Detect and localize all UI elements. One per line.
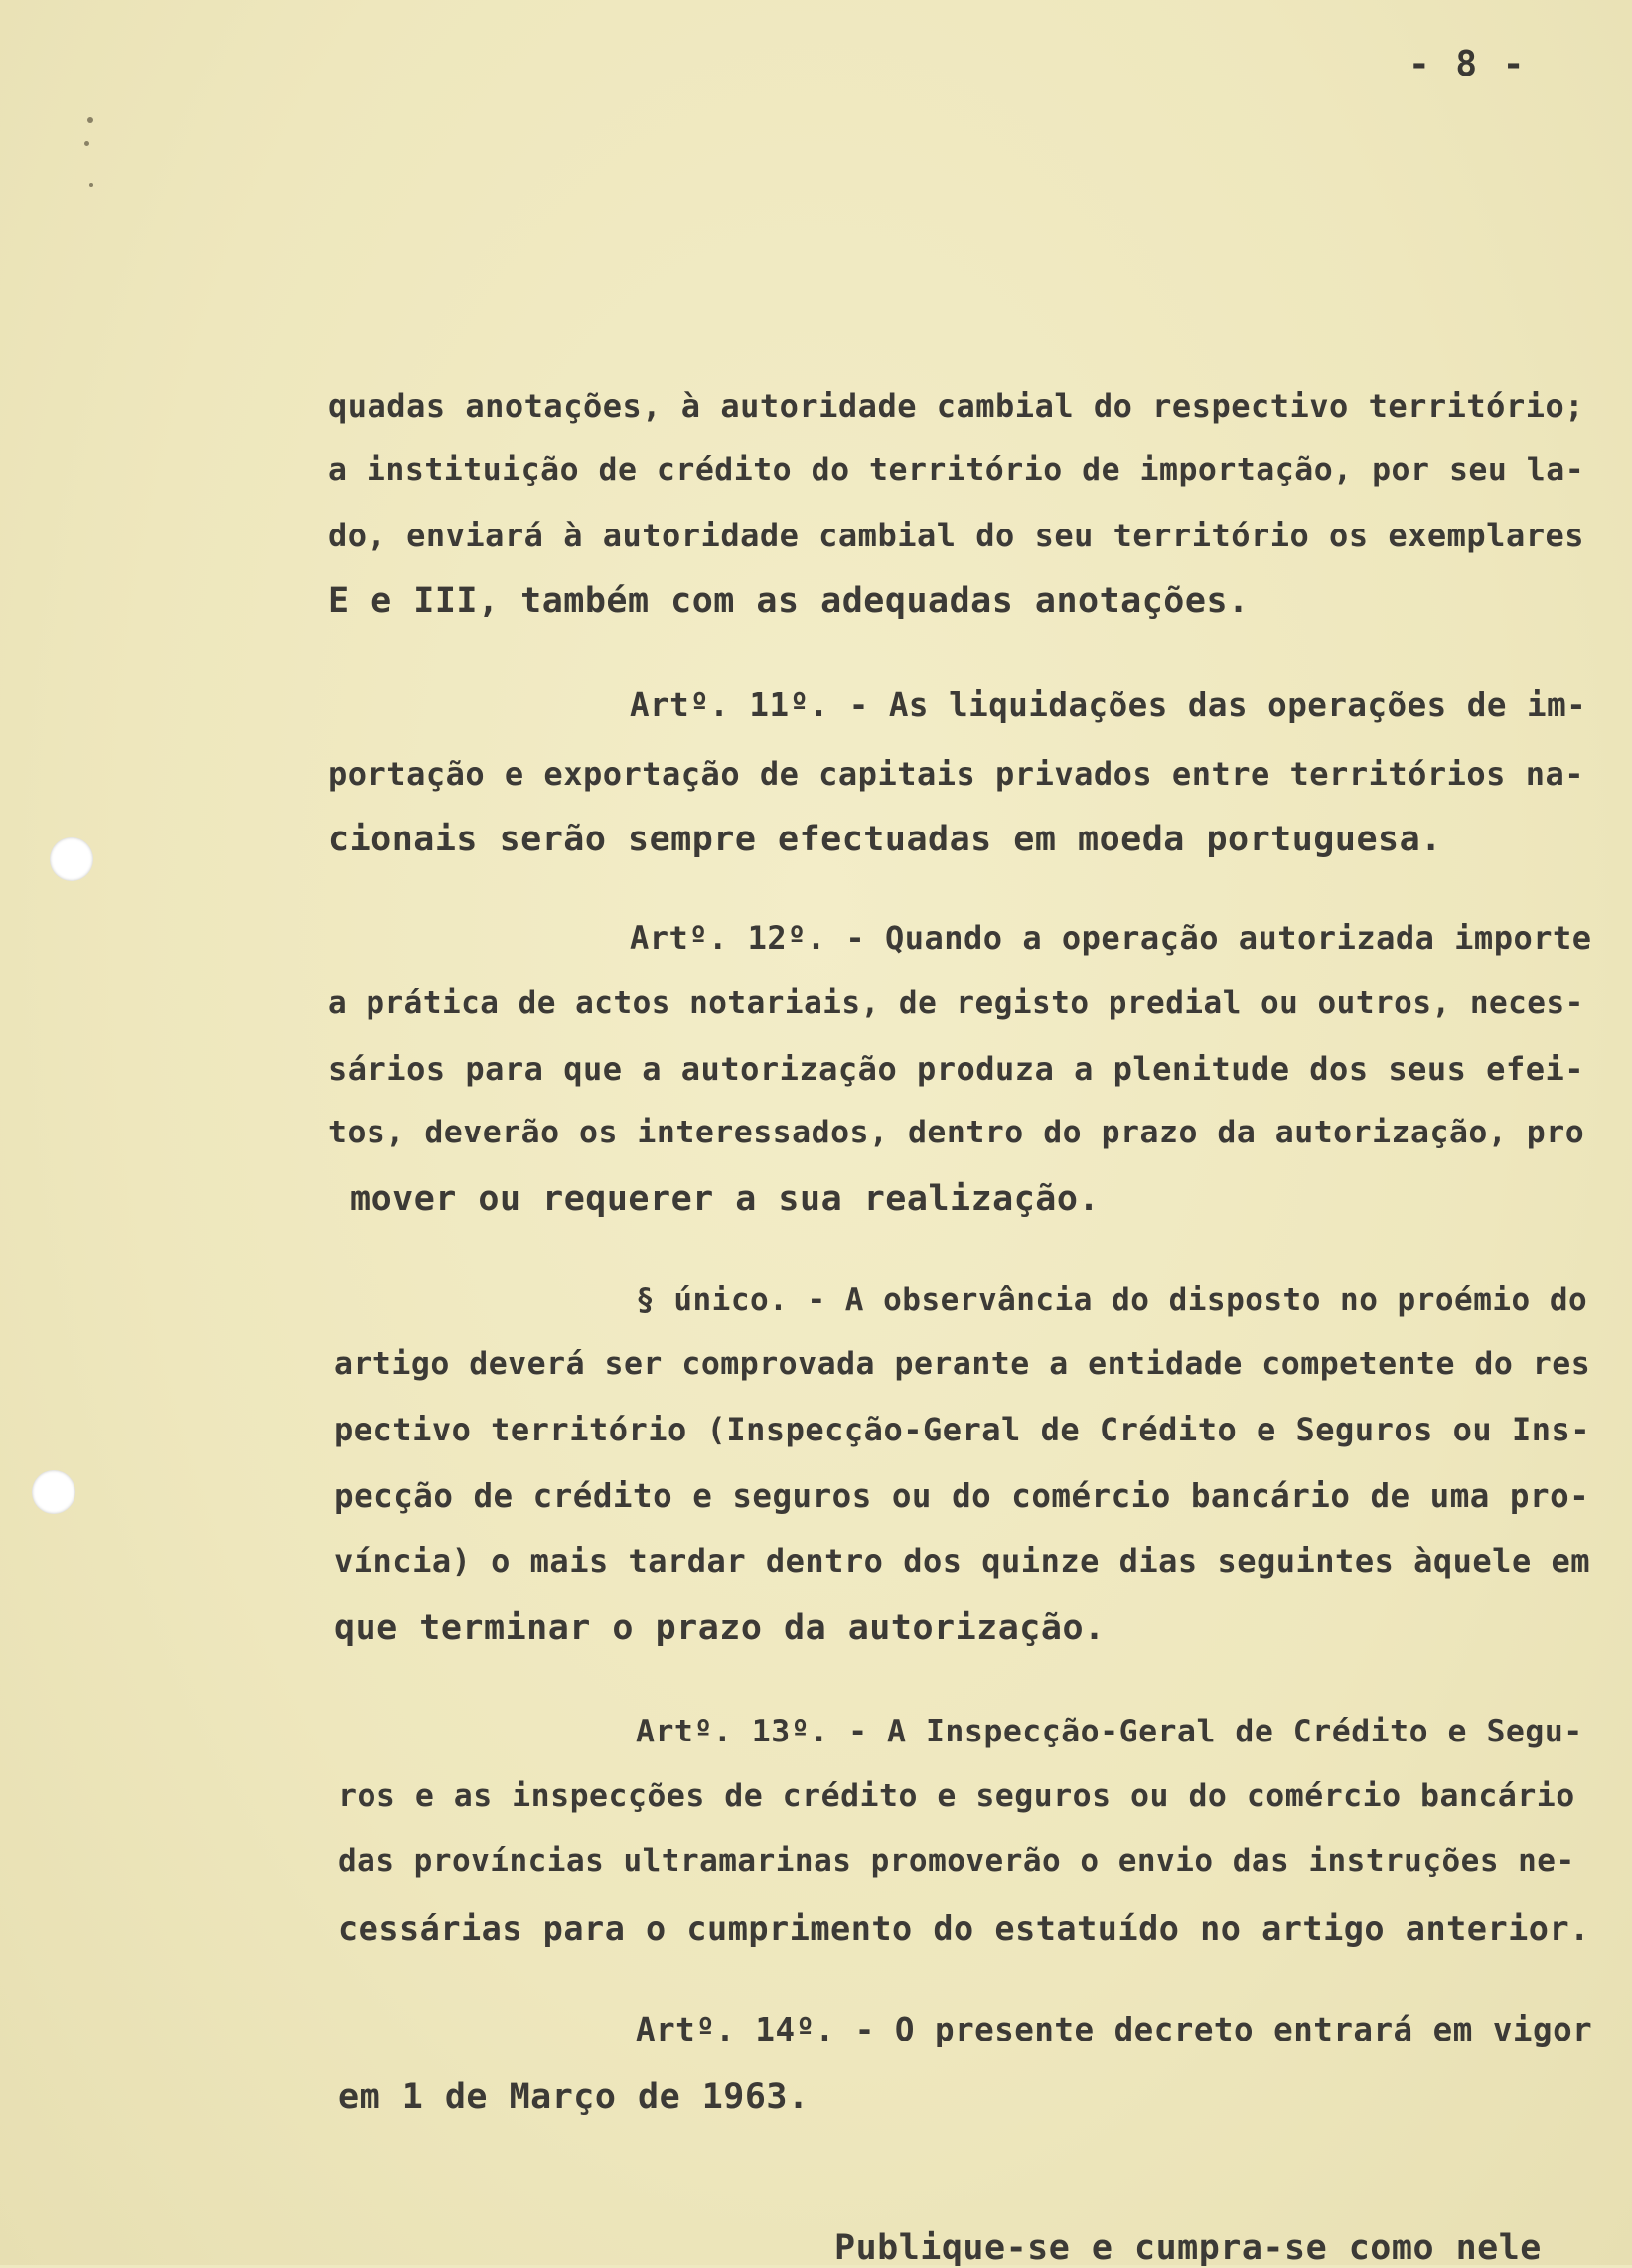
text-line: Artº. 11º. - As liquidações das operações de im- [630, 686, 1587, 724]
text-line: artigo deverá ser comprovada perante a entidade competente do res [334, 1346, 1591, 1382]
text-line: § único. - A observância do disposto no proémio do [636, 1283, 1588, 1318]
text-line: cessárias para o cumprimento do estatuído no artigo anterior. [338, 1909, 1590, 1948]
text-line: do, enviará à autoridade cambial do seu território os exemplares [328, 517, 1584, 554]
text-line: a prática de actos notariais, de registo predial ou outros, neces- [328, 985, 1584, 1021]
page-number: - 8 - [1409, 44, 1527, 84]
text-line: pecção de crédito e seguros ou do comércio bancário de uma pro- [334, 1477, 1590, 1515]
text-line: cionais serão sempre efectuadas em moeda portuguesa. [328, 820, 1442, 859]
text-line: portação e exportação de capitais privados entre territórios na- [328, 755, 1584, 793]
text-line: Artº. 13º. - A Inspecção-Geral de Crédito e Segu- [636, 1714, 1583, 1749]
text-line: Publique-se e cumpra-se como nele [834, 2228, 1542, 2268]
text-line: em 1 de Março de 1963. [338, 2077, 810, 2117]
text-line: a instituição de crédito do território de importação, por seu la- [328, 452, 1585, 488]
text-line: ros e as inspecções de crédito e seguros ou do comércio bancário [338, 1778, 1575, 1814]
punch-hole [32, 1470, 75, 1514]
text-line: Artº. 12º. - Quando a operação autorizada importe [630, 919, 1592, 957]
text-line: que terminar o prazo da autorização. [334, 1608, 1106, 1648]
text-line: Artº. 14º. - O presente decreto entrará em vigor [636, 2011, 1593, 2048]
text-line: sários para que a autorização produza a plenitude dos seus efei- [328, 1050, 1584, 1088]
text-line: das províncias ultramarinas promoverão o envio das instruções ne- [338, 1843, 1575, 1879]
text-line: quadas anotações, à autoridade cambial do respectivo território; [328, 387, 1584, 425]
text-line: víncia) o mais tardar dentro dos quinze dias seguintes àquele em [334, 1542, 1590, 1580]
ink-mark [89, 183, 93, 187]
punch-hole [50, 837, 93, 881]
text-line: E e III, também com as adequadas anotações. [328, 581, 1250, 621]
ink-mark [84, 141, 89, 146]
ink-mark [87, 117, 93, 123]
text-line: pectivo território (Inspecção-Geral de Crédito e Seguros ou Ins- [334, 1411, 1590, 1448]
text-line: tos, deverão os interessados, dentro do prazo da autorização, pro [328, 1115, 1585, 1150]
text-line: mover ou requerer a sua realização. [350, 1179, 1101, 1219]
